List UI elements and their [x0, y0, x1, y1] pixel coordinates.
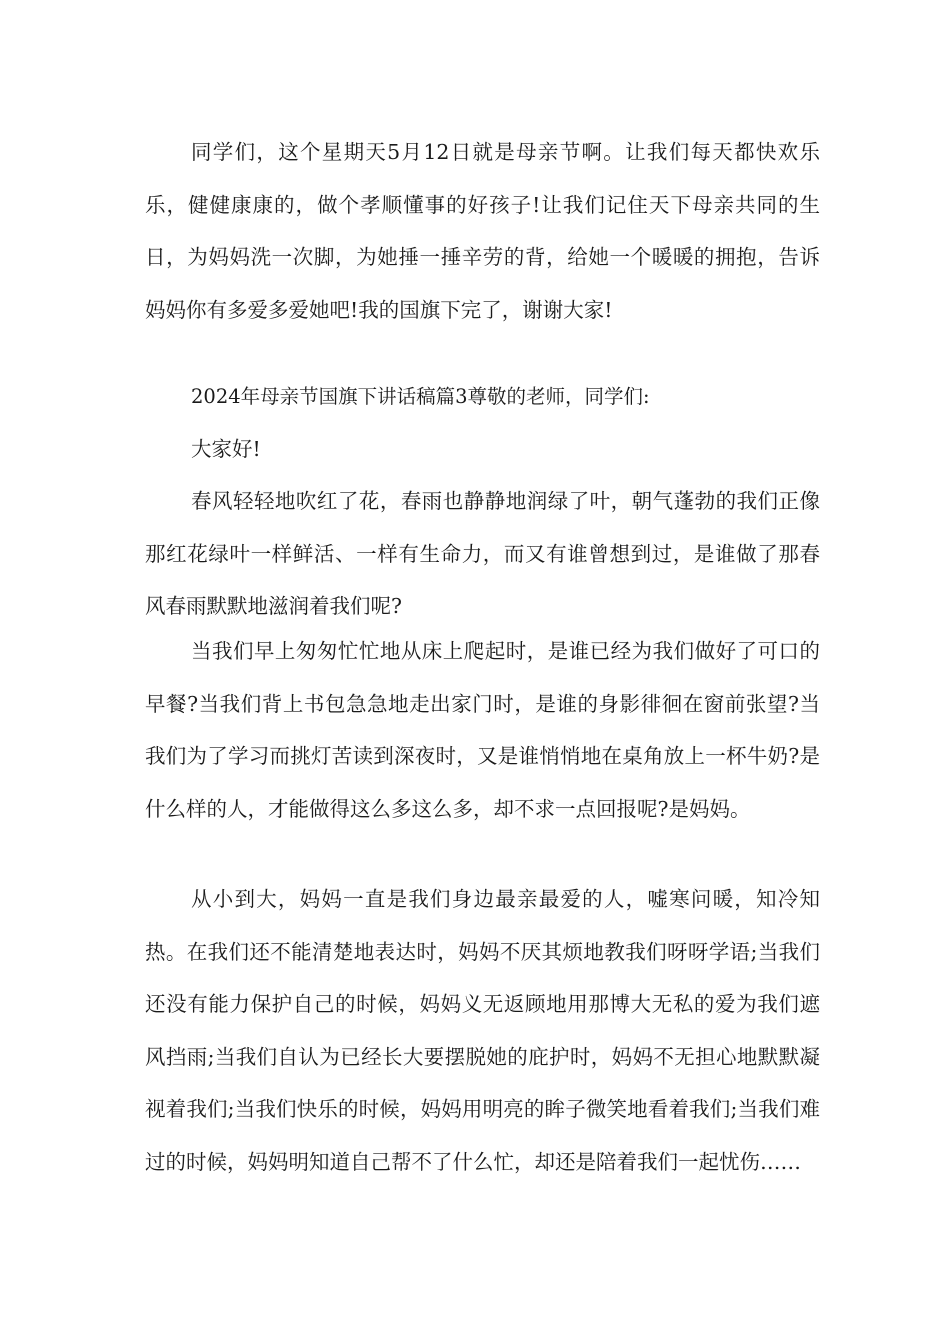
paragraph-growing-up: 从小到大，妈妈一直是我们身边最亲最爱的人，嘘寒问暖，知冷知热。在我们还不能清楚地表达时，妈妈不厌其烦地教我们呀呀学语;当我们还没有能力保护自己的时候，妈妈义无返顾地用那博大无私的爱为我们遮风挡雨;当我们自认为已经长大要摆脱她的庇护时，妈妈不无担心地默默凝视着我们;当我们快乐的时候，妈妈用明亮的眸子微笑地看着我们;当我们难过的时候，妈妈明知道自己帮不了什么忙，却还是陪着我们一起忧伤……: [145, 887, 820, 1174]
paragraph-morning: 当我们早上匆匆忙忙地从床上爬起时，是谁已经为我们做好了可口的早餐?当我们背上书包急急地走出家门时，是谁的身影徘徊在窗前张望?当我们为了学习而挑灯苦读到深夜时，又是谁悄悄地在桌角放上一杯牛奶?是什么样的人，才能做得这么多这么多，却不求一点回报呢?是妈妈。: [145, 639, 820, 821]
section-heading: 2024年母亲节国旗下讲话稿篇3尊敬的老师，同学们:: [191, 385, 650, 408]
paragraph-spring: 春风轻轻地吹红了花，春雨也静静地润绿了叶，朝气蓬勃的我们正像那红花绿叶一样鲜活、一样有生命力，而又有谁曾想到过，是谁做了那春风春雨默默地滋润着我们呢?: [145, 489, 820, 619]
greeting: 大家好!: [191, 437, 261, 461]
paragraph-closing: 同学们，这个星期天5月12日就是母亲节啊。让我们每天都快欢乐乐，健健康康的，做个孝顺懂事的好孩子!让我们记住天下母亲共同的生日，为妈妈洗一次脚，为她捶一捶辛劳的背，给她一个暖暖的拥抱，告诉妈妈你有多爱多爱她吧!我的国旗下完了，谢谢大家!: [145, 140, 820, 322]
